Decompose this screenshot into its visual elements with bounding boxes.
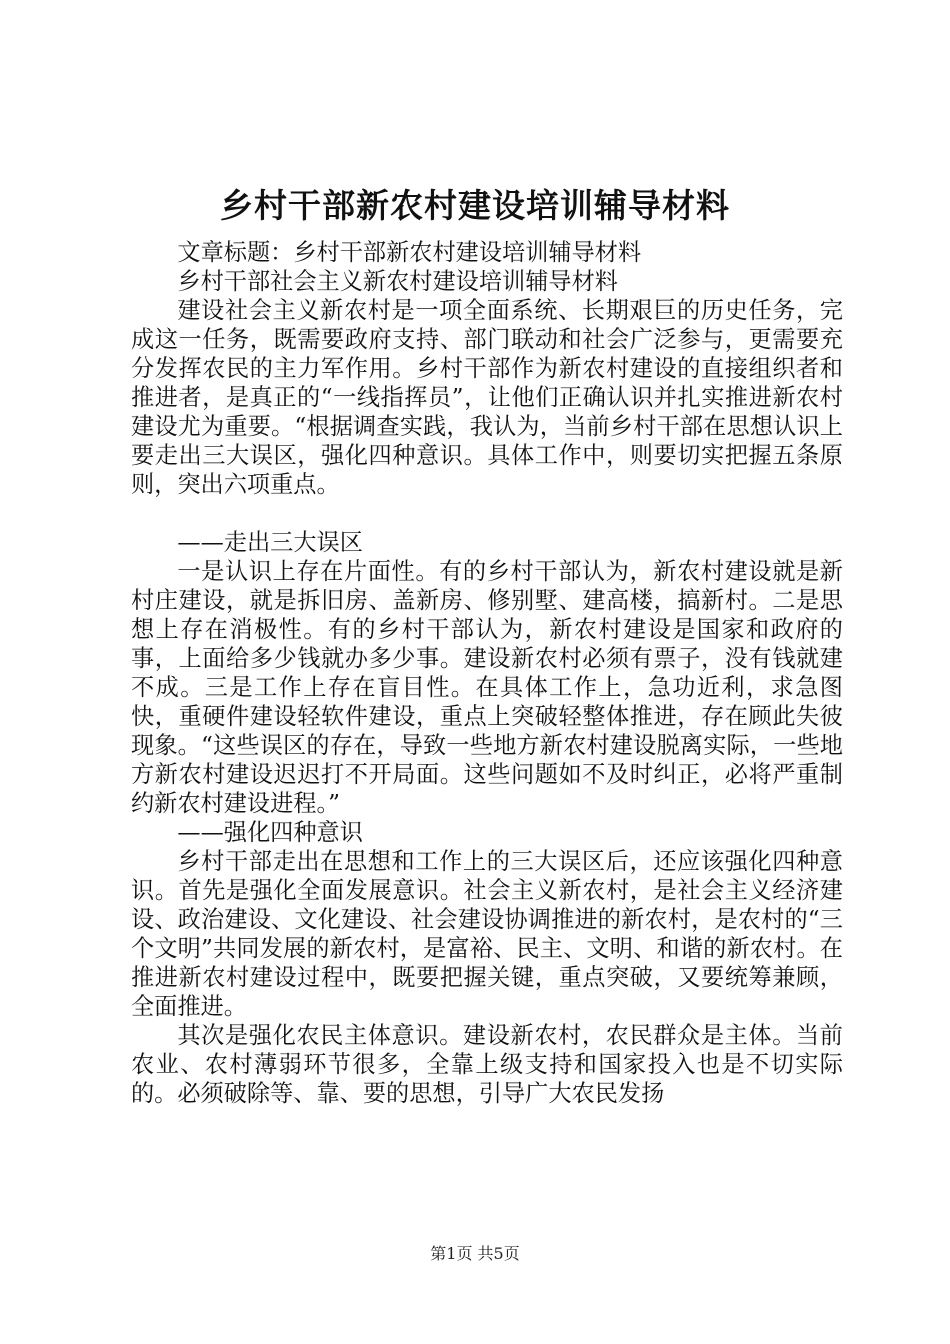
section-heading-awareness: ——强化四种意识 xyxy=(177,819,363,846)
section-heading-misconceptions: ——走出三大误区 xyxy=(177,529,363,556)
farmer-subject-paragraph: 其次是强化农民主体意识。建设新农村，农民群众是主体。当前农业、农村薄弱环节很多，全靠上级支持和国家投入也是不切实际的。必须破除等、靠、要的思想，引导广大农民发扬 xyxy=(131,1022,843,1107)
intro-paragraph: 建设社会主义新农村是一项全面系统、长期艰巨的历史任务，完成这一任务，既需要政府支持、部门联动和社会广泛参与，更需要充分发挥农民的主力军作用。乡村干部作为新农村建设的直接组织者和推进者，是真正的“一线指挥员”，让他们正确认识并扎实推进新农村建设尤为重要。“根据调查实践，我认为，当前乡村干部在思想认识上要走出三大误区，强化四种意识。具体工作中，则要切实把握五条原则，突出六项重点。 xyxy=(131,297,843,498)
document-title: 乡村干部新农村建设培训辅导材料 xyxy=(220,186,730,225)
article-title-line: 文章标题：乡村干部新农村建设培训辅导材料 xyxy=(177,239,642,266)
awareness-paragraph: 乡村干部走出在思想和工作上的三大误区后，还应该强化四种意识。首先是强化全面发展意识。社会主义新农村，是社会主义经济建设、政治建设、文化建设、社会建设协调推进的新农村，是农村的“三个文明”共同发展的新农村，是富裕、民主、文明、和谐的新农村。在推进新农村建设过程中，既要把握关键，重点突破，又要统筹兼顾，全面推进。 xyxy=(131,848,843,1020)
misconceptions-paragraph: 一是认识上存在片面性。有的乡村干部认为，新农村建设就是新村庄建设，就是拆旧房、盖新房、修别墅、建高楼，搞新村。二是思想上存在消极性。有的乡村干部认为，新农村建设是国家和政府的事，上面给多少钱就办多少事。建设新农村必须有票子，没有钱就建不成。三是工作上存在盲目性。在具体工作上，急功近利，求急图快，重硬件建设轻软件建设，重点上突破轻整体推进，存在顾此失彼现象。“这些误区的存在，导致一些地方新农村建设脱离实际，一些地方新农村建设迟迟打不开局面。这些问题如不及时纠正，必将严重制约新农村建设进程。” xyxy=(131,558,843,817)
subtitle-line: 乡村干部社会主义新农村建设培训辅导材料 xyxy=(177,268,618,295)
document-body xyxy=(131,238,843,1108)
page-footer: 第1页 共5页 xyxy=(430,1244,520,1263)
